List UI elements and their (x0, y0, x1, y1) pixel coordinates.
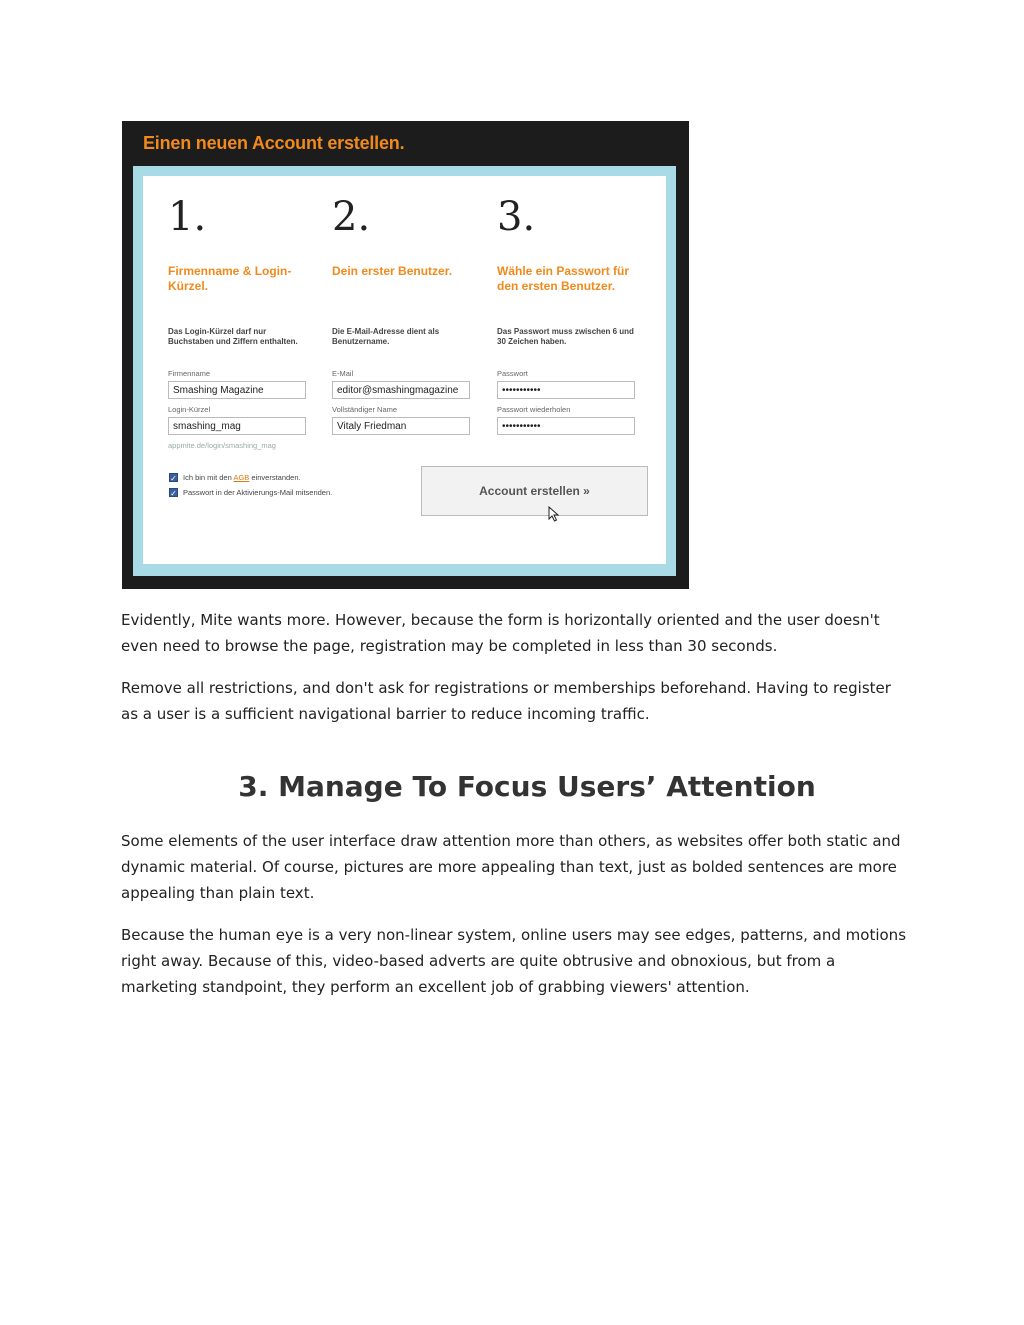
full-name-input[interactable]: Vitaly Friedman (332, 417, 470, 435)
company-name-input[interactable]: Smashing Magazine (168, 381, 306, 399)
password-repeat-label: Passwort wiederholen (497, 405, 571, 414)
step-title: Dein erster Benutzer. (332, 264, 453, 278)
form-panel (143, 176, 666, 564)
paragraph-1: Evidently, Mite wants more. However, because the form is horizontally oriented and the user doesn't even need to browse the page, registration may be completed in less than 30 seconds. (121, 611, 880, 655)
email-input[interactable]: editor@smashingmagazine (332, 381, 470, 399)
form-title: Einen neuen Account erstellen. (143, 133, 405, 153)
password-label: Passwort (497, 369, 528, 378)
mouse-cursor-icon (548, 506, 560, 522)
signup-form-screenshot (122, 121, 689, 589)
paragraph-2: Remove all restrictions, and don't ask for registrations or memberships beforehand. Having to register as a user is a sufficient navigational barrier to reduce incoming traffic. (121, 679, 891, 723)
login-url-hint: appmite.de/login/smashing_mag (168, 441, 276, 450)
step-description: Die E-Mail-Adresse dient als Benutzername. (332, 327, 440, 346)
mail-checkbox-row[interactable] (169, 488, 332, 497)
mail-checkbox[interactable]: ✓ (170, 489, 177, 498)
mail-checkbox-label: Passwort in der Aktivierungs-Mail mitsenden. (183, 488, 333, 497)
login-short-label: Login-Kürzel (168, 405, 211, 414)
password-input[interactable]: ••••••••••• (497, 381, 635, 399)
create-account-button[interactable]: Account erstellen » (421, 466, 648, 516)
agb-text-after: einverstanden. (251, 473, 301, 482)
agb-text-before: Ich bin mit den (183, 473, 232, 482)
paragraph-3: Some elements of the user interface draw attention more than others, as websites offer both static and dynamic material. Of course, pictures are more appealing than text, just as bolded sentences are more appealing than plain text. (121, 832, 901, 902)
step-number: 1. (168, 194, 207, 240)
agb-checkbox-label (183, 473, 301, 482)
login-short-input[interactable]: smashing_mag (168, 417, 306, 435)
step-description: Das Passwort muss zwischen 6 und 30 Zeichen haben. (497, 327, 634, 346)
agb-checkbox-row[interactable] (169, 473, 301, 482)
password-repeat-input[interactable]: ••••••••••• (497, 417, 635, 435)
email-label: E-Mail (332, 369, 354, 378)
step-title: Wähle ein Passwort für den ersten Benutzer. (497, 264, 630, 293)
step-number: 2. (332, 194, 371, 240)
company-name-label: Firmenname (168, 369, 211, 378)
step-number: 3. (497, 194, 536, 240)
section-heading: 3. Manage To Focus Users’ Attention (238, 770, 816, 803)
full-name-label: Vollständiger Name (332, 405, 398, 414)
step-description: Das Login-Kürzel darf nur Buchstaben und Ziffern enthalten. (168, 327, 298, 346)
paragraph-4: Because the human eye is a very non-linear system, online users may see edges, patterns, and motions right away. Because of this, video-based adverts are quite obtrusive and obnoxious, but from a marketing standpoint, they perform an excellent job of grabbing viewers' attention. (121, 926, 907, 996)
step-title: Firmenname & Login-Kürzel. (168, 264, 292, 293)
agb-checkbox[interactable]: ✓ (170, 474, 177, 483)
form-frame (133, 166, 676, 576)
agb-link[interactable]: AGB (233, 473, 250, 482)
